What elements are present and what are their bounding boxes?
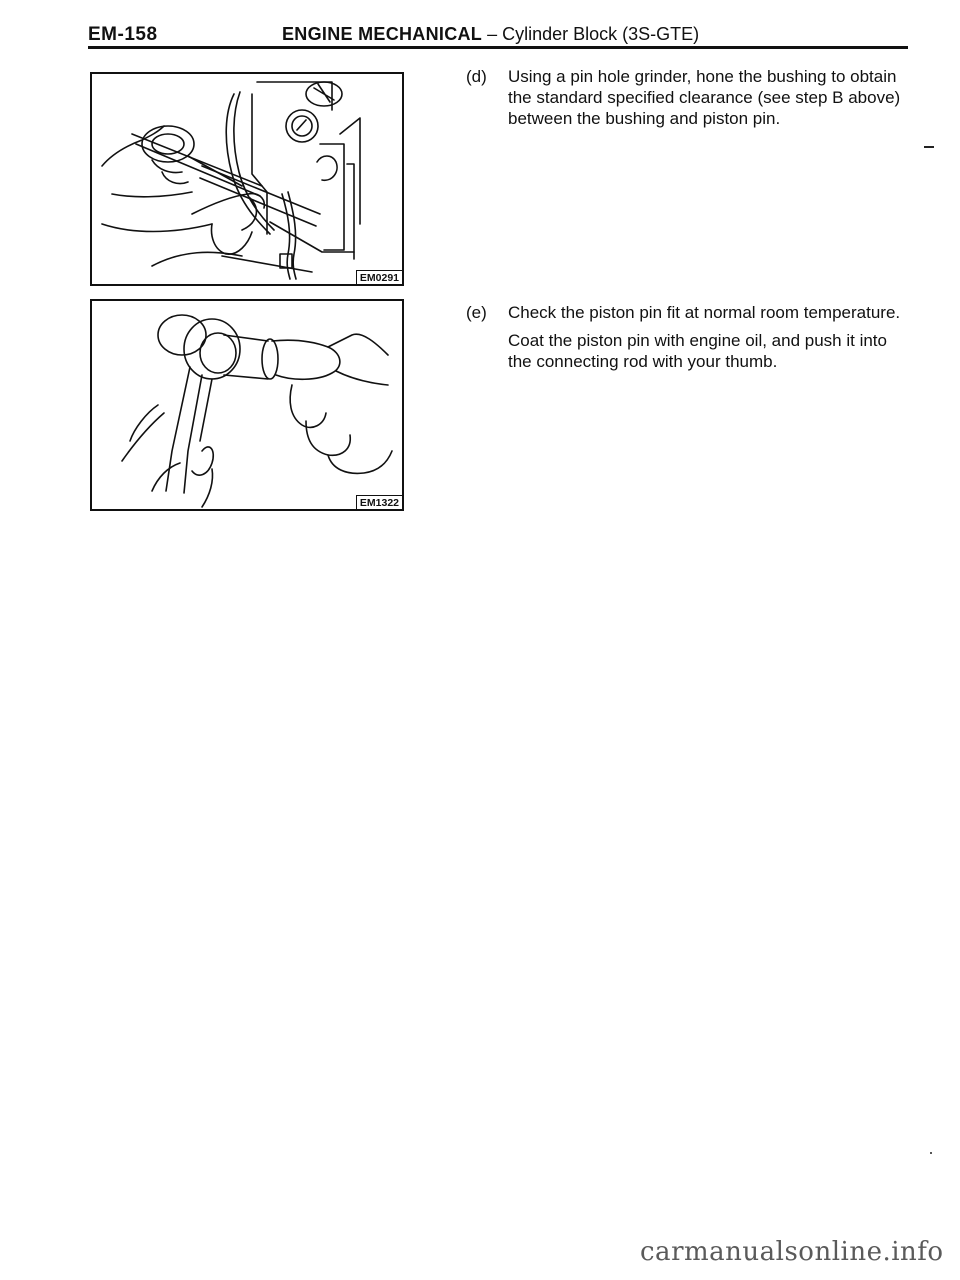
figure-label-em1322: EM1322 <box>356 495 402 509</box>
step-e-paragraph-2: Coat the piston pin with engine oil, and push it into the connecting rod with your thumb. <box>508 331 887 371</box>
margin-mark <box>924 146 934 148</box>
section-title-rest: Cylinder Block (3S-GTE) <box>502 24 700 44</box>
step-e-marker: (e) <box>466 303 487 322</box>
section-title <box>282 24 699 45</box>
stray-dot <box>930 1152 932 1154</box>
push-piston-pin-illustration <box>92 301 402 509</box>
step-e-text: Check the piston pin fit at normal room temperature. <box>508 303 901 322</box>
figure-push-piston-pin <box>90 299 404 511</box>
step-d-text: Using a pin hole grinder, hone the bushing to obtain the standard specified clearance (see step B above) between the bushing and piston pin. <box>508 67 901 128</box>
section-title-bold: ENGINE MECHANICAL <box>282 24 483 44</box>
figure-hone-bushing <box>90 72 404 286</box>
step-d <box>466 66 906 136</box>
watermark: carmanualsonline.info <box>640 1237 944 1267</box>
header-rule <box>88 46 908 49</box>
page-header <box>88 24 908 48</box>
section-title-separator: – <box>482 24 503 44</box>
hone-bushing-illustration <box>92 74 402 284</box>
page-number: EM-158 <box>88 24 158 45</box>
step-d-marker: (d) <box>466 67 487 86</box>
figure-label-em0291: EM0291 <box>356 270 402 284</box>
